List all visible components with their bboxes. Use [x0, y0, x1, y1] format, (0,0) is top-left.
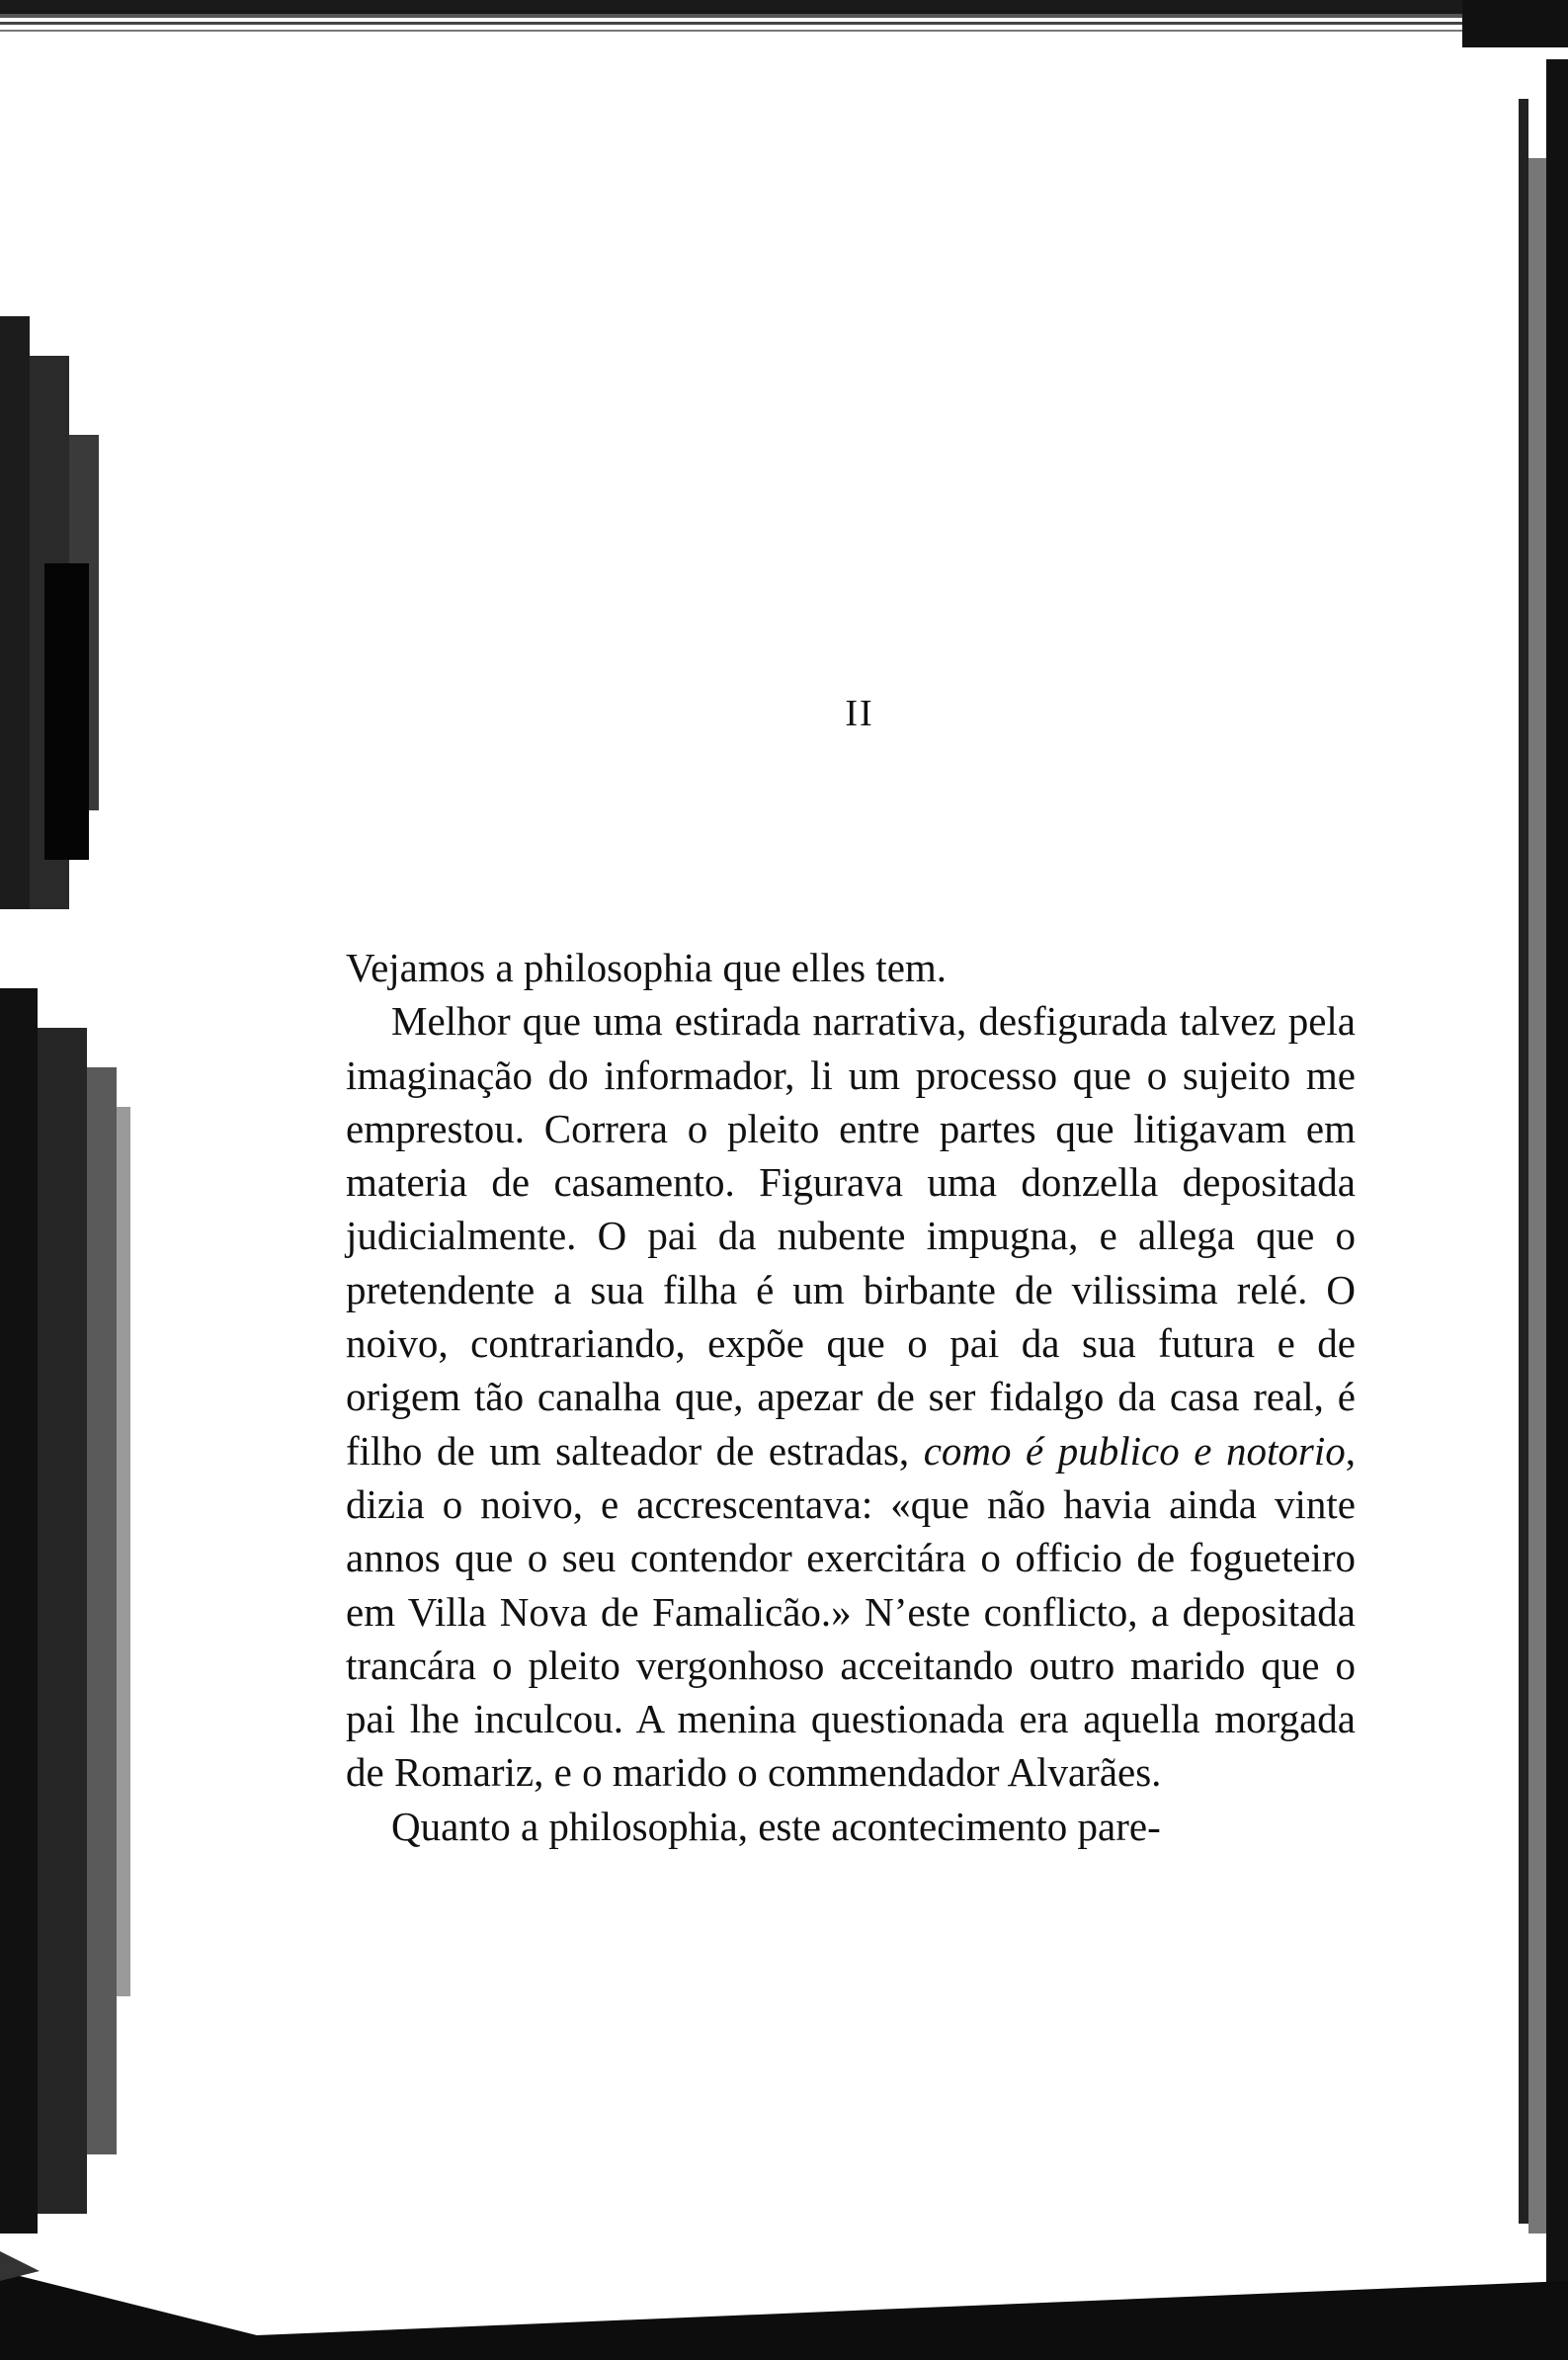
scan-border-left: [0, 316, 138, 2322]
scan-border-bottom: [0, 2241, 1568, 2360]
text-segment: Quanto a philosophia, este acontecimento pare-: [391, 1803, 1161, 1849]
body-text: [346, 941, 1356, 1853]
scan-border-top: [0, 0, 1568, 47]
paragraph: [346, 941, 1356, 994]
chapter-number: II: [845, 693, 874, 734]
paragraph: [346, 1800, 1356, 1853]
text-segment: Vejamos a philosophia que elles tem.: [346, 945, 948, 990]
text-segment: Melhor que uma estirada narrativa, desfigurada talvez pela imaginação do informador, li um processo que o sujeito me emprestou. Correra o pleito entre partes que litigavam em materia de casamento. Figurava uma donzella depositada judicialmente. O pai da nubente impugna, e allega que o pretendente a sua filha é um birbante de vilissima relé. O noivo, contrariando, expõe que o pai da sua futura e de origem tão canalha que, apezar de ser fidalgo da casa real, é filho de um salteador de estradas,: [346, 998, 1356, 1474]
text-segment: , dizia o noivo, e accrescentava: «que não havia ainda vinte annos que o seu contendor exercitára o officio de fogueteiro em Villa Nova de Famalicão.» N’este conflicto, a depositada trancára o pleito vergonhoso acceitando outro marido que o pai lhe inculcou. A menina questionada era aquella morgada de Romariz, e o marido o commendador Alvarães.: [346, 1427, 1356, 1796]
paragraph: [346, 994, 1356, 1799]
scan-border-right: [1459, 59, 1568, 2293]
italic-text: como é publico e notorio: [923, 1427, 1346, 1474]
